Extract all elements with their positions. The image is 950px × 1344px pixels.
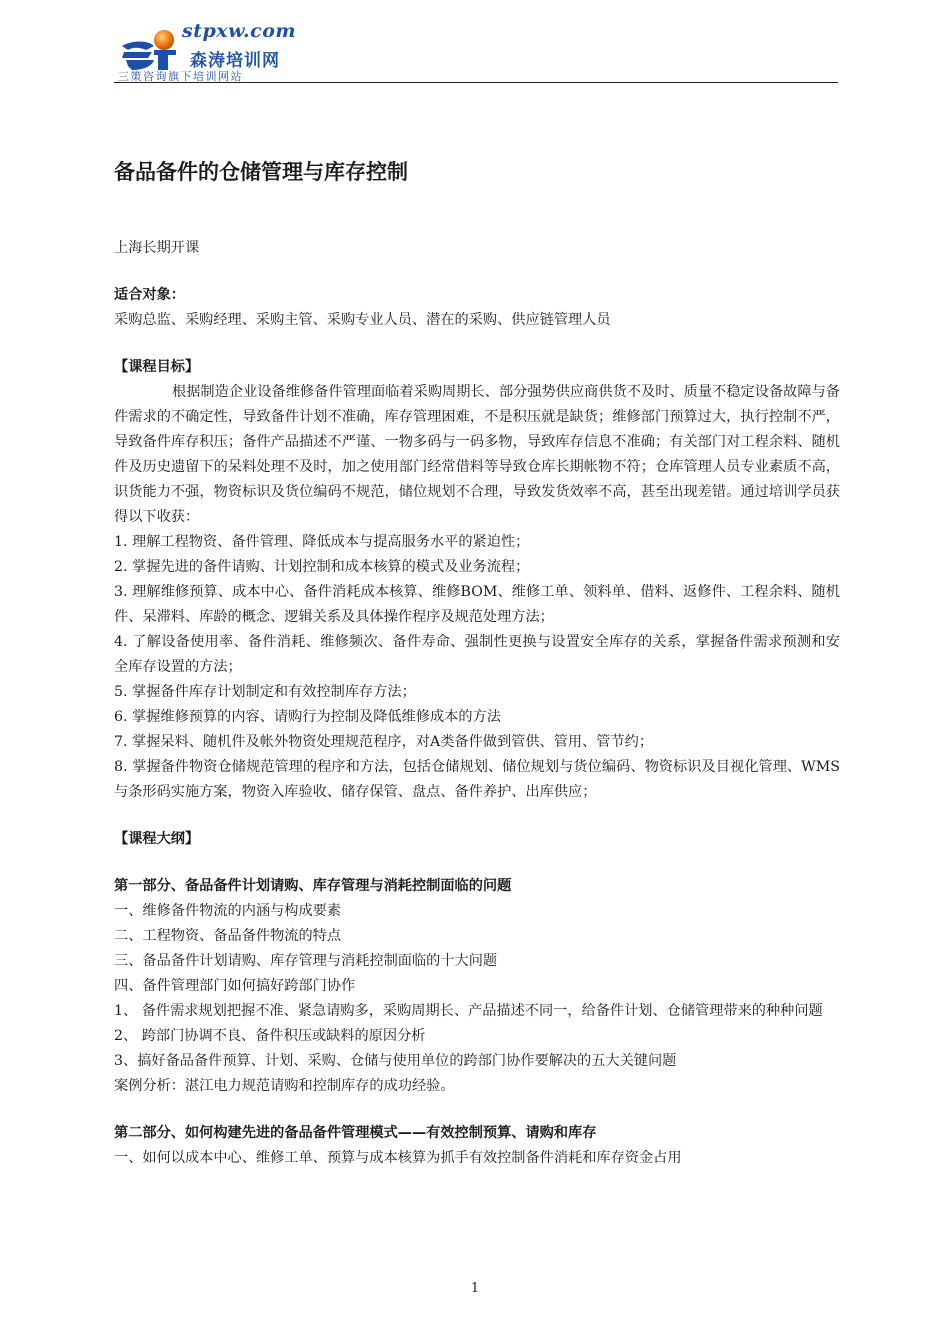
audience-text: 采购总监、采购经理、采购主管、采购专业人员、潜在的采购、供应链管理人员 (114, 312, 611, 328)
outline-item: 四、备件管理部门如何搞好跨部门协作 (114, 978, 356, 994)
logo-tagline: 三策咨询旗下培训网站 (118, 70, 243, 83)
outline-item: 3、搞好备品备件预算、计划、采购、仓储与使用单位的跨部门协作要解决的五大关键问题 (114, 1053, 677, 1069)
document-body (114, 150, 840, 1171)
logo-site-name: 森涛培训网 (190, 51, 280, 71)
course-type: 上海长期开课 (114, 240, 200, 256)
outline-heading: 【课程大纲】 (114, 831, 200, 847)
outline-item: 2、 跨部门协调不良、备件积压或缺料的原因分析 (114, 1028, 426, 1044)
outline-item: 三、备品备件计划请购、库存管理与消耗控制面临的十大问题 (114, 953, 498, 969)
objectives-heading: 【课程目标】 (114, 359, 200, 375)
page-title: 备品备件的仓储管理与库存控制 (114, 160, 408, 184)
case-study: 案例分析：湛江电力规范请购和控制库存的成功经验。 (114, 1078, 455, 1094)
objective-item: 4. 了解设备使用率、备件消耗、维修频次、备件寿命、强制性更换与设置安全库存的关系，掌握备件需求预测和安全库存设置的方法； (114, 634, 840, 675)
outline-item: 一、维修备件物流的内涵与构成要素 (114, 903, 342, 919)
page-number: 1 (470, 1281, 480, 1296)
header (114, 18, 838, 84)
objective-item: 7. 掌握呆料、随机件及帐外物资处理规范程序，对A类备件做到管供、管用、管节约； (114, 734, 654, 750)
header-divider (114, 82, 838, 83)
outline-item: 1、 备件需求规划把握不准、紧急请购多，采购周期长、产品描述不同一，给备件计划、仓储管理带来的种种问题 (114, 1003, 823, 1019)
objective-item: 1. 理解工程物资、备件管理、降低成本与提高服务水平的紧迫性； (114, 534, 530, 550)
outline-item: 一、如何以成本中心、维修工单、预算与成本核算为抓手有效控制备件消耗和库存资金占用 (114, 1150, 682, 1166)
objective-item: 8. 掌握备件物资仓储规范管理的程序和方法，包括仓储规划、储位规划与货位编码、物资标识及目视化管理、WMS与条形码实施方案，物资入库验收、储存保管、盘点、备件养护、出库供应； (114, 759, 840, 800)
part1-title: 第一部分、备品备件计划请购、库存管理与消耗控制面临的问题 (114, 878, 512, 894)
objective-item: 3. 理解维修预算、成本中心、备件消耗成本核算、维修BOM、维修工单、领料单、借料、返修件、工程余料、随机件、呆滞料、库龄的概念、逻辑关系及具体操作程序及规范处理方法； (114, 584, 840, 625)
audience-label: 适合对象： (114, 287, 185, 303)
outline-item: 二、工程物资、备品备件物流的特点 (114, 928, 342, 944)
part2-title: 第二部分、如何构建先进的备品备件管理模式——有效控制预算、请购和库存 (114, 1125, 597, 1141)
objective-item: 5. 掌握备件库存计划制定和有效控制库存方法； (114, 684, 416, 700)
objectives-intro: 根据制造企业设备维修备件管理面临着采购周期长、部分强势供应商供货不及时、质量不稳定设备故障与备件需求的不确定性，导致备件计划不准确，库存管理困难，不是积压就是缺货；维修部门预算过大，执行控制不严，导致备件库存积压；备件产品描述不严谨、一物多码与一码多物，导致库存信息不准确；有关部门对工程余料、随机件及历史遗留下的呆料处理不及时，加之使用部门经常借料等导致仓库长期帐物不符；仓库管理人员专业素质不高，识货能力不强，物资标识及货位编码不规范，储位规划不合理，导致发货效率不高，甚至出现差错。通过培训学员获得以下收获： (114, 384, 840, 525)
logo-url: stpxw.com (182, 20, 296, 42)
objective-item: 6. 掌握维修预算的内容、请购行为控制及降低维修成本的方法 (114, 709, 501, 725)
objective-item: 2. 掌握先进的备件请购、计划控制和成本核算的模式及业务流程； (114, 559, 530, 575)
